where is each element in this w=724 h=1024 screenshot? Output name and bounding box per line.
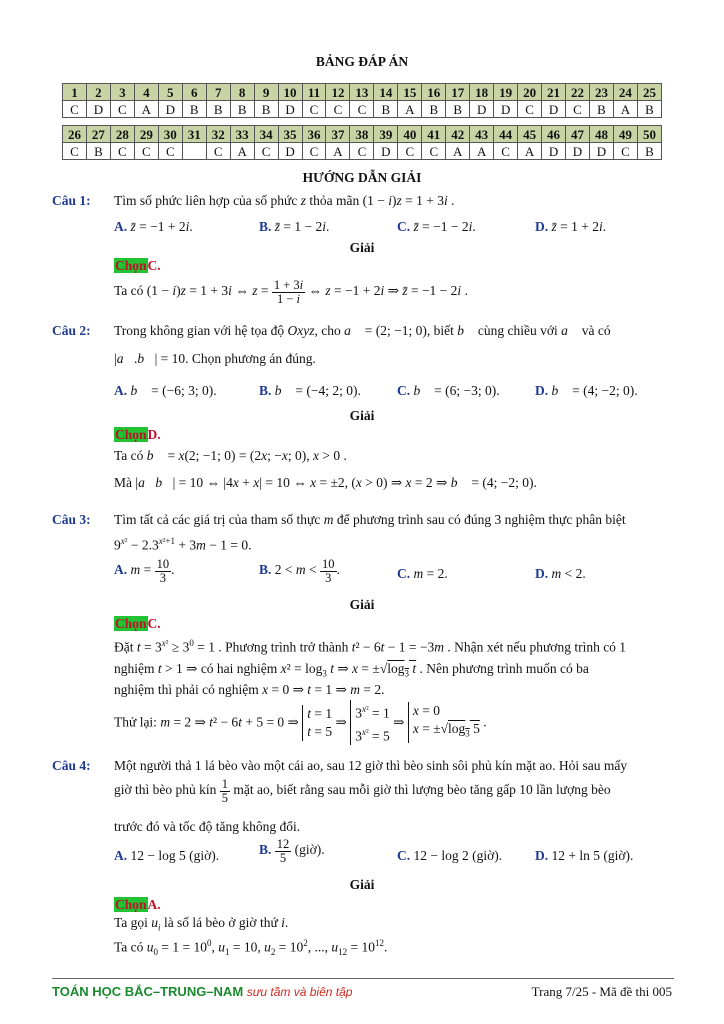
option-c: C. z̄ = −1 − 2i. — [397, 219, 476, 234]
answer-cell: B — [254, 101, 278, 118]
answer-cell: A — [518, 143, 542, 160]
answer-cell: C — [518, 101, 542, 118]
answer-cell: D — [374, 143, 398, 160]
option-d: D. m < 2. — [535, 566, 586, 581]
answer-table-part2 — [62, 125, 662, 160]
answer-cell: C — [422, 143, 446, 160]
question-number-cell: 32 — [206, 126, 230, 143]
question-number-cell: 5 — [158, 84, 182, 101]
answer-cell: C — [158, 143, 182, 160]
answer-choice: ChọnA. — [115, 897, 161, 912]
answer-choice: ChọnD. — [115, 427, 161, 442]
question-number-cell: 21 — [542, 84, 566, 101]
question-text: Tìm tất cả các giá trị của tham số thực m để phương trình sau có đúng 3 nghiệm thực phân biệt — [114, 512, 626, 527]
answer-choice: ChọnC. — [115, 258, 161, 273]
question-number-cell: 24 — [613, 84, 637, 101]
question-number-cell: 1 — [63, 84, 87, 101]
answer-cell: C — [613, 143, 637, 160]
solution-line: nghiệm thì phải có nghiệm x = 0 ⇒ t = 1 ⇒ m = 2. — [114, 682, 385, 697]
answer-cell: D — [566, 143, 590, 160]
question-number-cell: 6 — [182, 84, 206, 101]
answer-cell: B — [206, 101, 230, 118]
question-text: trước đó và tốc độ tăng không đổi. — [114, 819, 301, 834]
question-number-cell: 36 — [302, 126, 326, 143]
question-text: Tìm số phức liên hợp của số phức z thỏa mãn (1 − i)z = 1 + 3i . — [114, 193, 455, 208]
question-number-cell: 28 — [110, 126, 134, 143]
question-number-cell: 16 — [422, 84, 446, 101]
solution-line: Mà |a⃗b⃗| = 10 ⇔ |4x + x| = 10 ⇔ x = ±2, (x > 0) ⇒ x = 2 ⇒ b⃗ = (4; −2; 0). — [114, 475, 537, 490]
question-number-cell: 34 — [254, 126, 278, 143]
question-number-cell: 47 — [566, 126, 590, 143]
answer-cell: C — [326, 101, 350, 118]
answer-cell: B — [446, 101, 470, 118]
answer-cell: D — [278, 143, 302, 160]
answer-cell: B — [422, 101, 446, 118]
answer-cell: A — [398, 101, 422, 118]
question-number-cell: 12 — [326, 84, 350, 101]
question-number-cell: 20 — [518, 84, 542, 101]
solution-heading: Giải — [349, 597, 375, 612]
answer-cell: B — [230, 101, 254, 118]
question-number-cell: 40 — [398, 126, 422, 143]
solution-line: Ta có b⃗ = x(2; −1; 0) = (2x; −x; 0), x > 0 . — [114, 448, 347, 463]
answer-cell: C — [566, 101, 590, 118]
question-number-cell: 29 — [134, 126, 158, 143]
question-number-cell: 13 — [350, 84, 374, 101]
solution-line: Thử lại: m = 2 ⇒ t² − 6t + 5 = 0 ⇒ t = 1 t = 5 ⇒ $3^{x^2} = 1$ $3^{x^2} = 5$ ⇒ x = 0 $x = \pm√\log_3$ 5 . — [114, 700, 674, 745]
question-number-cell: 8 — [230, 84, 254, 101]
question-number-cell: 50 — [637, 126, 661, 143]
page-title: BẢNG ĐÁP ÁN — [315, 54, 409, 69]
option-c: C. b⃗ = (6; −3; 0). — [397, 383, 500, 398]
answer-cell: D — [589, 143, 613, 160]
answer-cell: B — [182, 101, 206, 118]
answer-cell: C — [398, 143, 422, 160]
question-number-cell: 25 — [637, 84, 661, 101]
answer-cell: A — [613, 101, 637, 118]
option-c: C. m = 2. — [397, 566, 448, 581]
question-number-cell: 14 — [374, 84, 398, 101]
question-number-cell: 11 — [302, 84, 326, 101]
question-number-cell: 9 — [254, 84, 278, 101]
option-a: A. m = $\frac{10}{3}$ . — [114, 557, 175, 585]
answer-cell: C — [302, 143, 326, 160]
page-number: Trang 7/25 - Mã đề thi 005 — [531, 984, 672, 999]
question-number-cell: 41 — [422, 126, 446, 143]
answer-cell: C — [254, 143, 278, 160]
answer-cell: B — [589, 101, 613, 118]
answer-cell: D — [470, 101, 494, 118]
question-number-cell: 19 — [494, 84, 518, 101]
option-a: A. b⃗ = (−6; 3; 0). — [114, 383, 217, 398]
solution-heading: Giải — [349, 877, 375, 892]
question-text: Trong không gian với hệ tọa độ Oxyz, cho a⃗ = (2; −1; 0), biết b⃗ cùng chiều với a⃗ và có — [114, 323, 611, 338]
question-number-cell: 39 — [374, 126, 398, 143]
solution-line: Ta có (1 − i)z = 1 + 3i ⇔ z = $\frac{1 + 3i}{1 - i}$ ⇔ z = −1 + 2i ⇒ z̄ = −1 − 2i . — [114, 278, 468, 306]
question-text: Một người thả 1 lá bèo vào một cái ao, sau 12 giờ thì bèo sinh sôi phủ kín mặt ao. Hỏi sau mấy — [114, 758, 628, 773]
solution-line: Ta có $u_0 = 1 = 10^0$, $u_1 = 10$, $u_2 = 10^2$, ..., $u_{12} = 10^{12}$. — [114, 938, 388, 958]
question-number-cell: 4 — [134, 84, 158, 101]
answer-cell: C — [302, 101, 326, 118]
footer-brand: TOÁN HỌC BẮC–TRUNG–NAM sưu tầm và biên tập — [52, 984, 353, 999]
solution-heading: Giải — [349, 408, 375, 423]
question-number-cell: 27 — [86, 126, 110, 143]
answer-cell: C — [63, 143, 87, 160]
question-label: Câu 3: — [52, 512, 91, 527]
option-b: B. $\frac{12}{5}$ (giờ). — [259, 837, 325, 865]
answer-cell: C — [350, 101, 374, 118]
answer-cell: B — [637, 143, 661, 160]
question-number-cell: 42 — [446, 126, 470, 143]
answer-cell: D — [86, 101, 110, 118]
solution-line: Đặt $t = 3^{x^2} \ge 3^0 = 1$ . Phương trình trở thành t² − 6t − 1 = −3m . Nhận xét nếu phương trình có 1 — [114, 638, 627, 655]
solution-line: Ta gọi $u_i$ là số lá bèo ở giờ thứ i. — [114, 915, 289, 933]
answer-choice: ChọnC. — [115, 616, 161, 631]
answer-cell: A — [470, 143, 494, 160]
answer-cell: B — [86, 143, 110, 160]
answer-cell: B — [374, 101, 398, 118]
question-label: Câu 2: — [52, 323, 91, 338]
option-a: A. 12 − log 5 (giờ). — [114, 848, 220, 863]
answer-cell: D — [542, 143, 566, 160]
question-number-cell: 48 — [589, 126, 613, 143]
question-number-cell: 38 — [350, 126, 374, 143]
question-label: Câu 4: — [52, 758, 91, 773]
answer-cell — [182, 143, 206, 160]
question-number-cell: 15 — [398, 84, 422, 101]
option-b: B. z̄ = 1 − 2i. — [259, 219, 330, 234]
answer-cell: D — [158, 101, 182, 118]
option-d: D. 12 + ln 5 (giờ). — [535, 848, 634, 863]
question-number-cell: 37 — [326, 126, 350, 143]
question-label: Câu 1: — [52, 193, 91, 208]
option-c: C. 12 − log 2 (giờ). — [397, 848, 503, 863]
solution-heading: Giải — [349, 240, 375, 255]
answer-cell: C — [63, 101, 87, 118]
answer-cell: C — [494, 143, 518, 160]
question-number-cell: 31 — [182, 126, 206, 143]
question-number-cell: 35 — [278, 126, 302, 143]
answer-cell: B — [637, 101, 661, 118]
option-b: B. 2 < m < $\frac{10}{3}$ . — [259, 557, 340, 585]
question-number-cell: 49 — [613, 126, 637, 143]
answer-cell: A — [230, 143, 254, 160]
option-d: D. b⃗ = (4; −2; 0). — [535, 383, 638, 398]
answer-cell: A — [326, 143, 350, 160]
footer-divider — [52, 978, 674, 979]
question-number-cell: 26 — [63, 126, 87, 143]
option-d: D. z̄ = 1 + 2i. — [535, 219, 607, 234]
question-number-cell: 30 — [158, 126, 182, 143]
answer-cell: D — [494, 101, 518, 118]
question-number-cell: 45 — [518, 126, 542, 143]
question-number-cell: 10 — [278, 84, 302, 101]
answer-cell: A — [446, 143, 470, 160]
question-number-cell: 43 — [470, 126, 494, 143]
question-number-cell: 33 — [230, 126, 254, 143]
question-number-cell: 23 — [589, 84, 613, 101]
answer-cell: D — [542, 101, 566, 118]
answer-cell: C — [110, 101, 134, 118]
question-text: |a⃗.b⃗| = 10. Chọn phương án đúng. — [114, 351, 316, 366]
question-number-cell: 3 — [110, 84, 134, 101]
question-number-cell: 2 — [86, 84, 110, 101]
answer-cell: C — [110, 143, 134, 160]
question-number-cell: 18 — [470, 84, 494, 101]
question-number-cell: 22 — [566, 84, 590, 101]
answer-table-part1 — [62, 83, 662, 118]
question-number-cell: 46 — [542, 126, 566, 143]
answer-cell: C — [206, 143, 230, 160]
option-b: B. b⃗ = (−4; 2; 0). — [259, 383, 361, 398]
answer-cell: A — [134, 101, 158, 118]
question-number-cell: 17 — [446, 84, 470, 101]
solution-line: nghiệm t > 1 ⇒ có hai nghiệm $x^2 = \log_3 t$ ⇒ $x = \pm√\log_3$ t . Nên phương trình muốn có ba — [114, 661, 589, 679]
answer-cell: C — [134, 143, 158, 160]
question-number-cell: 44 — [494, 126, 518, 143]
option-a: A. z̄ = −1 + 2i. — [114, 219, 193, 234]
answer-cell: D — [278, 101, 302, 118]
question-text: giờ thì bèo phủ kín $\frac{1}{5}$ mặt ao, biết rằng sau mỗi giờ thì lượng bèo tăng gấp 10 lần lượng bèo — [114, 777, 611, 805]
answer-cell: C — [350, 143, 374, 160]
section-title: HƯỚNG DẪN GIẢI — [302, 170, 422, 185]
question-text: $9^{x^2} - 2.3^{x^2+1} + 3m - 1 = 0$. — [114, 536, 252, 553]
question-number-cell: 7 — [206, 84, 230, 101]
